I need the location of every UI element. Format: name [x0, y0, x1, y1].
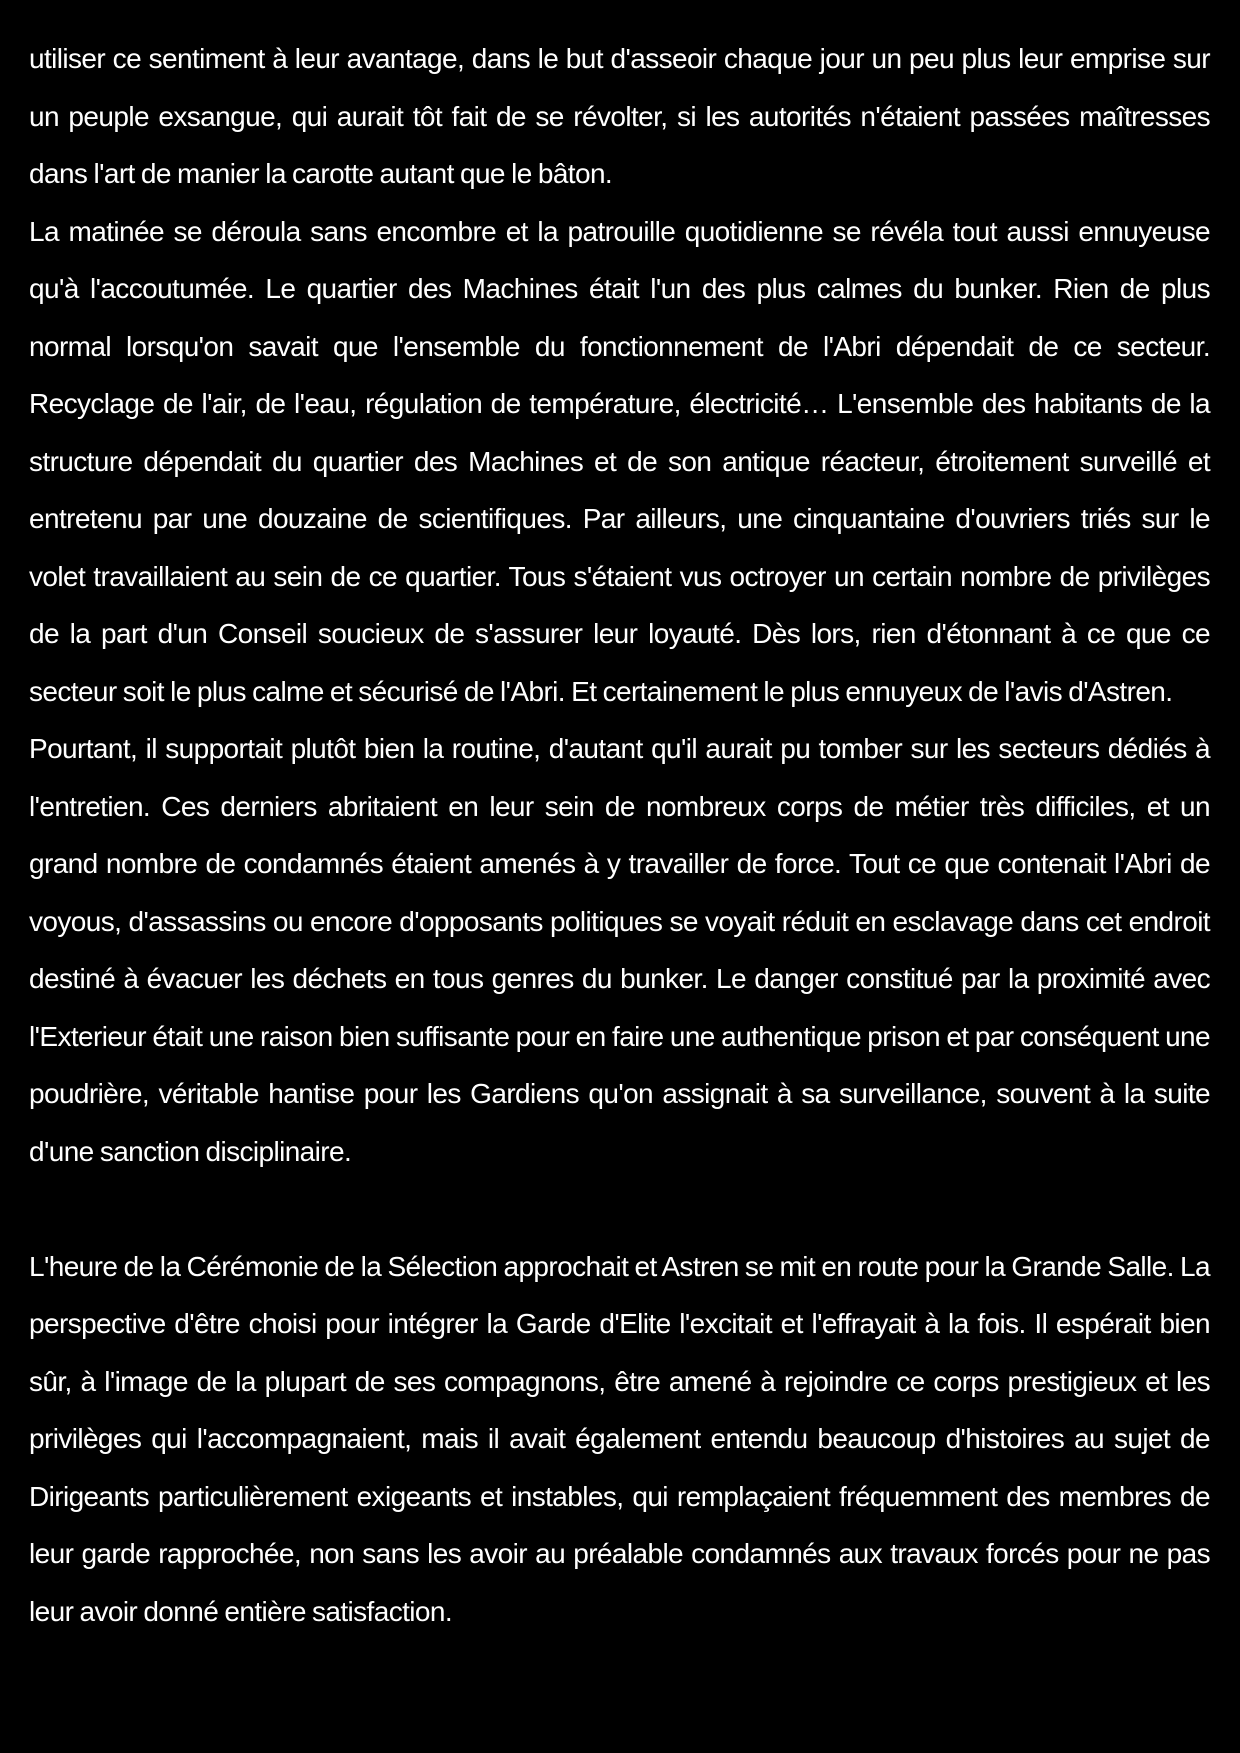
paragraph-1: utiliser ce sentiment à leur avantage, dans le but d'asseoir chaque jour un peu plus leur emprise sur un peuple exsangue, qui aurait tôt fait de se révolter, si les autorités n'étaient passées maîtresses dans l'art de manier la carotte autant que le bâton.	[29, 43, 1210, 189]
document-page	[29, 30, 1210, 1640]
paragraph-4: L'heure de la Cérémonie de la Sélection approchait et Astren se mit en route pour la Grande Salle. La perspective d'être choisi pour intégrer la Garde d'Elite l'excitait et l'effrayait à la fois. Il espérait bien sûr, à l'image de la plupart de ses compagnons, être amené à rejoindre ce corps prestigieux et les privilèges qui l'accompagnaient, mais il avait également entendu beaucoup d'histoires au sujet de Dirigeants particulièrement exigeants et instables, qui remplaçaient fréquemment des membres de leur garde rapprochée, non sans les avoir au préalable condamnés aux travaux forcés pour ne pas leur avoir donné entière satisfaction.	[29, 1250, 1210, 1627]
paragraph-2: La matinée se déroula sans encombre et la patrouille quotidienne se révéla tout aussi ennuyeuse qu'à l'accoutumée. Le quartier des Machines était l'un des plus calmes du bunker. Rien de plus normal lorsqu'on savait que l'ensemble du fonctionnement de l'Abri dépendait de ce secteur. Recyclage de l'air, de l'eau, régulation de température, électricité… L'ensemble des habitants de la structure dépendait du quartier des Machines et de son antique réacteur, étroitement surveillé et entretenu par une douzaine de scientifiques. Par ailleurs, une cinquantaine d'ouvriers triés sur le volet travaillaient au sein de ce quartier. Tous s'étaient vus octroyer un certain nombre de privilèges de la part d'un Conseil soucieux de s'assurer leur loyauté. Dès lors, rien d'étonnant à ce que ce secteur soit le plus calme et sécurisé de l'Abri. Et certainement le plus ennuyeux de l'avis d'Astren.	[29, 215, 1210, 707]
paragraph-3: Pourtant, il supportait plutôt bien la routine, d'autant qu'il aurait pu tomber sur les secteurs dédiés à l'entretien. Ces derniers abritaient en leur sein de nombreux corps de métier très difficiles, et un grand nombre de condamnés étaient amenés à y travailler de force. Tout ce que contenait l'Abri de voyous, d'assassins ou encore d'opposants politiques se voyait réduit en esclavage dans cet endroit destiné à évacuer les déchets en tous genres du bunker. Le danger constitué par la proximité avec l'Exterieur était une raison bien suffisante pour en faire une authentique prison et par conséquent une poudrière, véritable hantise pour les Gardiens qu'on assignait à sa surveillance, souvent à la suite d'une sanction disciplinaire.	[29, 733, 1210, 1167]
